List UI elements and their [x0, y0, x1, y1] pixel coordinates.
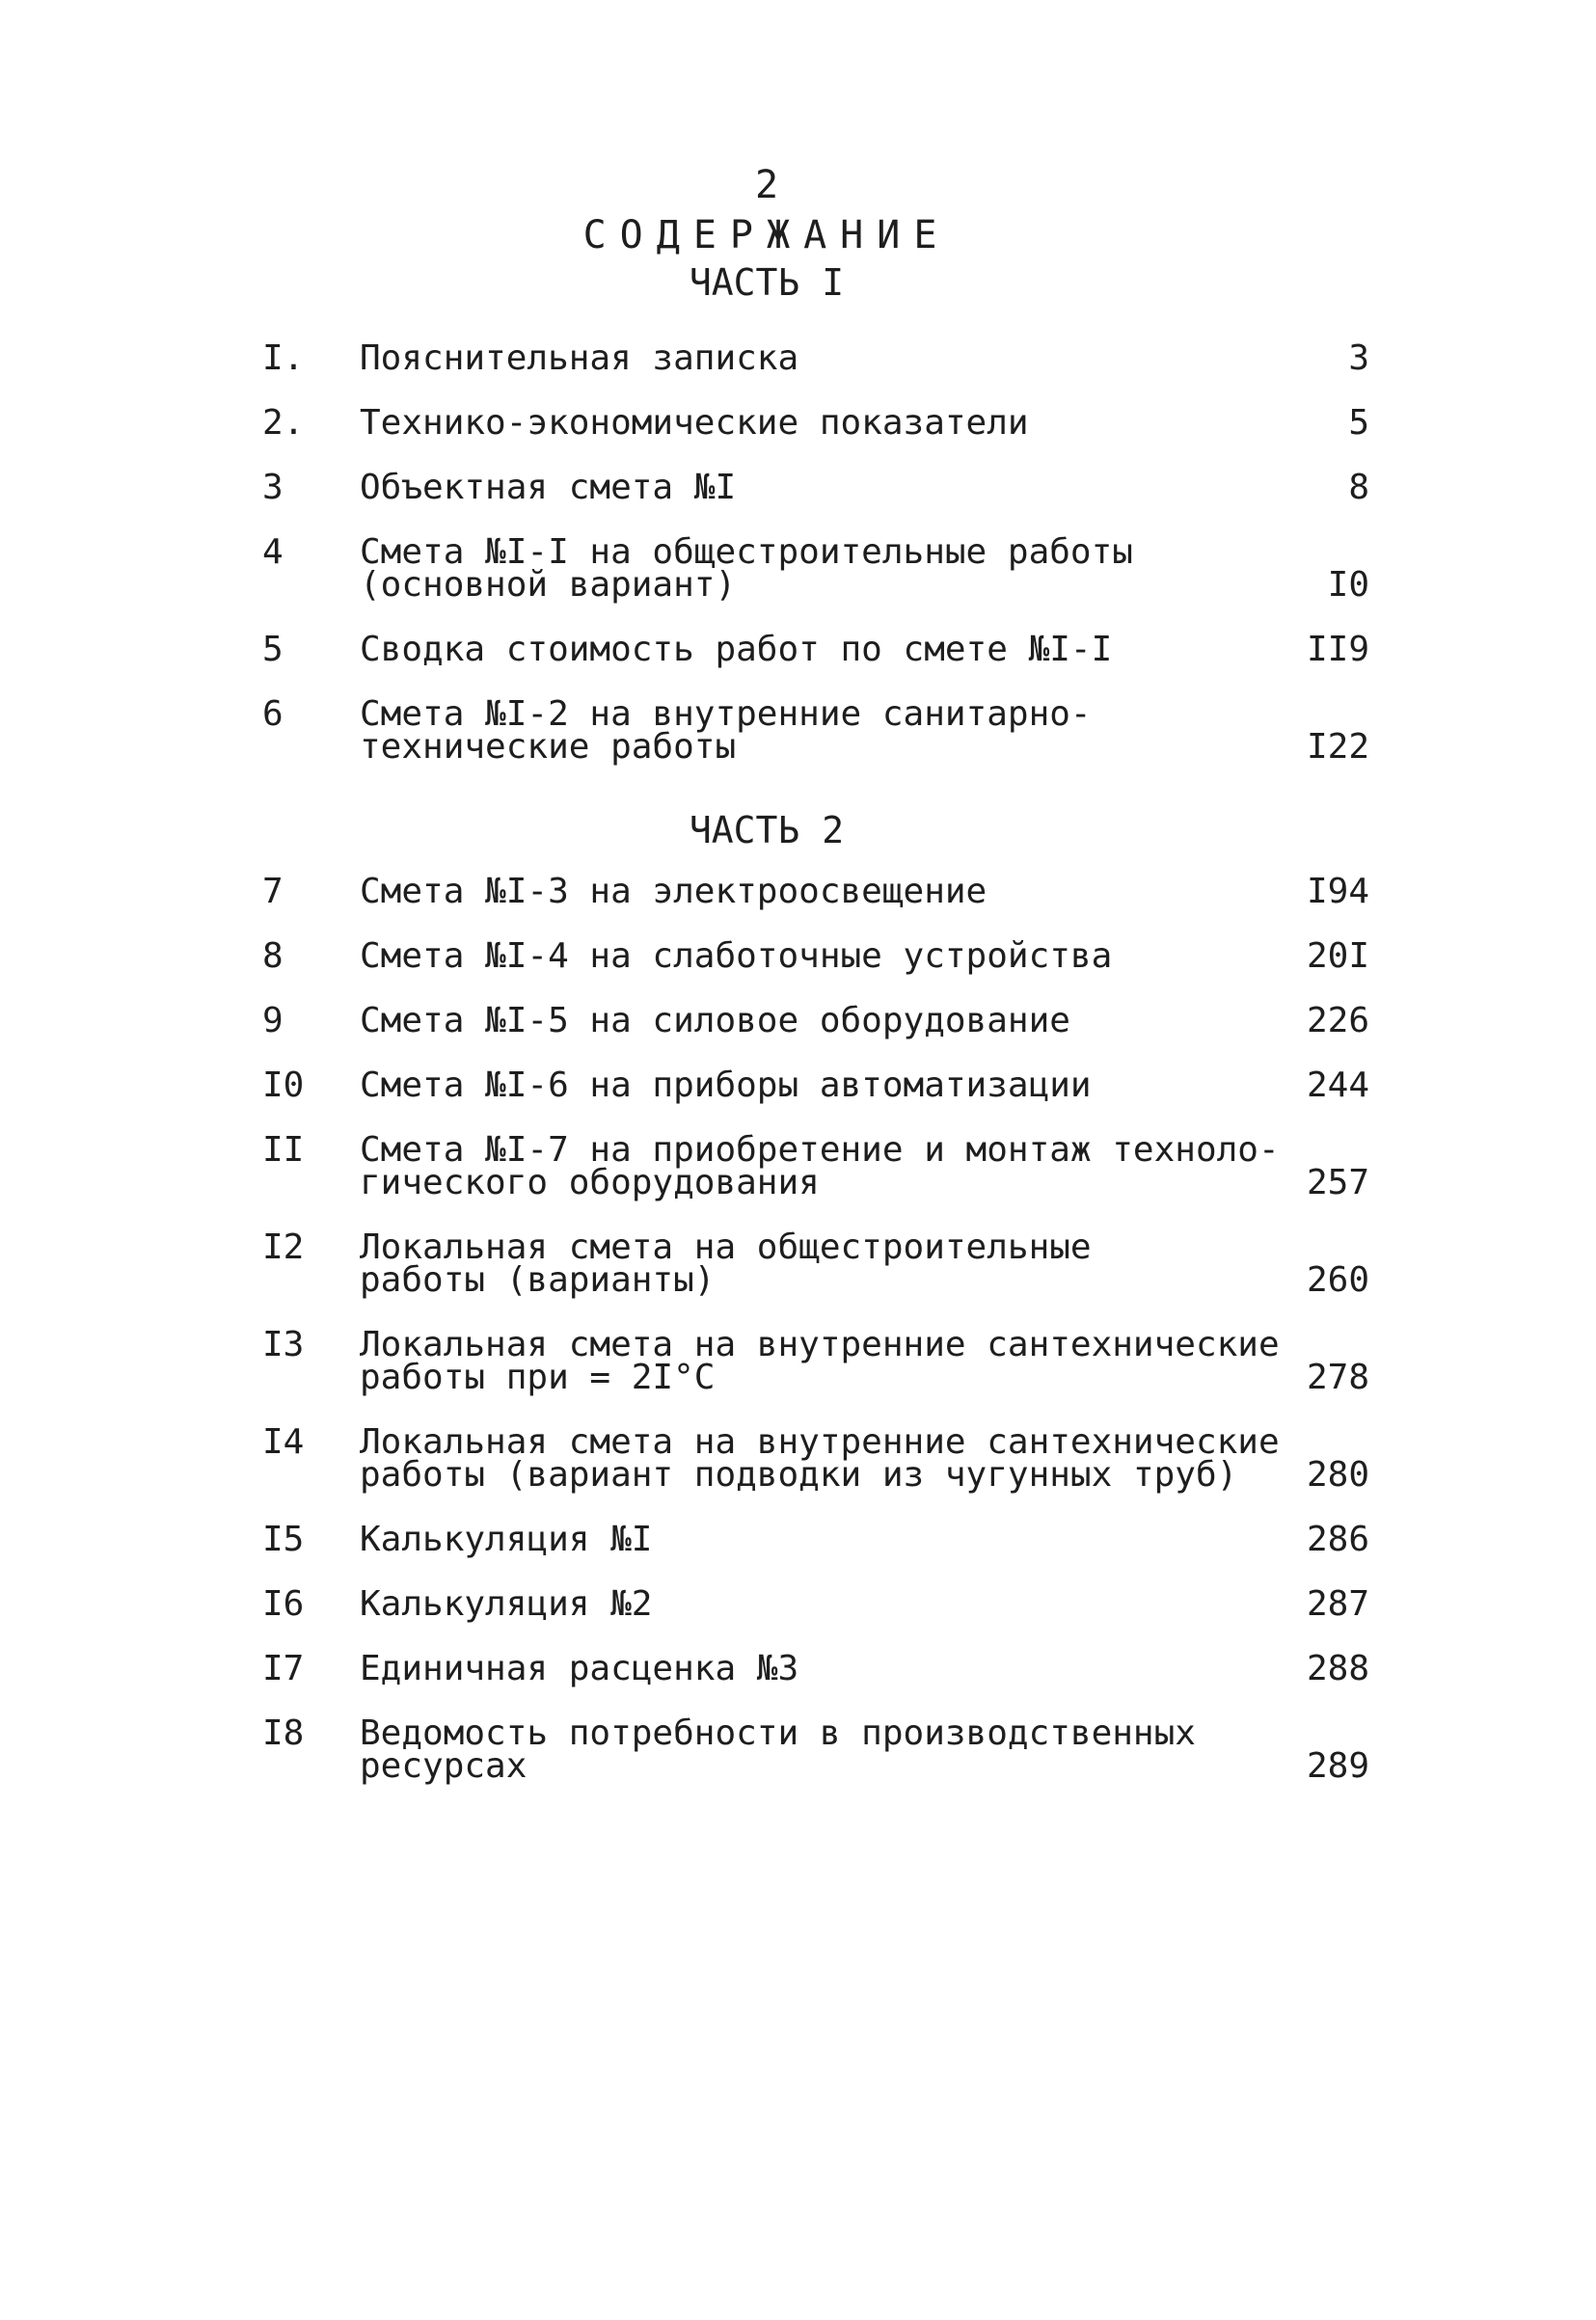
toc-entry-title: Смета №I-I на общестроительные работы (основной вариант): [360, 532, 1133, 605]
toc-entry-page: 226: [1306, 1001, 1369, 1040]
toc-entry-title: Калькуляция №2: [360, 1584, 653, 1624]
toc-entry-page: I94: [1306, 872, 1369, 911]
toc-entry-title: Смета №I-4 на слаботочные устройства: [360, 936, 1113, 976]
toc-entry-number: I4: [262, 1422, 305, 1462]
toc-entry-page: 257: [1306, 1163, 1369, 1202]
toc-entry-title: Смета №I-3 на электроосвещение: [360, 872, 987, 911]
toc-entry-number: I0: [262, 1066, 305, 1105]
toc-entry-page: 280: [1306, 1455, 1369, 1495]
toc-entry-number: I8: [262, 1713, 305, 1753]
toc-entry-title: Калькуляция №I: [360, 1520, 653, 1559]
toc-entry-title: Пояснительная записка: [360, 338, 799, 378]
toc-entry-number: 3: [262, 468, 284, 507]
toc-entry-title: Локальная смета на внутренние сантехнические работы при = 2I°С: [360, 1325, 1280, 1397]
toc-entry-number: 6: [262, 694, 284, 734]
toc-entry-title: Смета №I-6 на приборы автоматизации: [360, 1066, 1092, 1105]
toc-entry-number: I2: [262, 1227, 305, 1267]
toc-entry-page: 244: [1306, 1066, 1369, 1105]
toc-entry-number: I6: [262, 1584, 305, 1624]
toc-entry-number: 8: [262, 936, 284, 976]
toc-entry-number: I7: [262, 1649, 305, 1688]
toc-entry-number: 5: [262, 630, 284, 669]
part-1-heading: ЧАСТЬ I: [689, 261, 845, 304]
toc-entry-title: Смета №I-2 на внутренние санитарно- технические работы: [360, 694, 1092, 767]
toc-entry-title: Локальная смета на внутренние сантехнические работы (вариант подводки из чугунных труб): [360, 1422, 1280, 1495]
toc-entry-number: 7: [262, 872, 284, 911]
toc-entry-title: Единичная расценка №3: [360, 1649, 799, 1688]
toc-entry-title: Смета №I-7 на приобретение и монтаж техноло- гического оборудования: [360, 1130, 1280, 1202]
toc-entry-page: 5: [1348, 403, 1369, 443]
toc-entry-title: Объектная смета №I: [360, 468, 737, 507]
toc-entry-page: 8: [1348, 468, 1369, 507]
toc-entry-page: 286: [1306, 1520, 1369, 1559]
toc-entry-page: 278: [1306, 1358, 1369, 1397]
toc-entry-page: I22: [1306, 727, 1369, 767]
part-2-heading: ЧАСТЬ 2: [689, 809, 845, 851]
toc-entry-number: 4: [262, 532, 284, 572]
toc-entry-number: II: [262, 1130, 305, 1170]
toc-entry-page: 20I: [1306, 936, 1369, 976]
toc-entry-number: I.: [262, 338, 305, 378]
document-title: СОДЕРЖАНИЕ: [582, 213, 951, 257]
toc-entry-title: Ведомость потребности в производственных ресурсах: [360, 1713, 1196, 1786]
toc-entry-page: 287: [1306, 1584, 1369, 1624]
toc-entry-title: Локальная смета на общестроительные работы (варианты): [360, 1227, 1092, 1300]
toc-entry-number: 2.: [262, 403, 305, 443]
toc-entry-title: Сводка стоимость работ по смете №I-I: [360, 630, 1113, 669]
toc-entry-number: I3: [262, 1325, 305, 1364]
toc-entry-number: 9: [262, 1001, 284, 1040]
toc-entry-title: Смета №I-5 на силовое оборудование: [360, 1001, 1070, 1040]
toc-entry-page: I0: [1327, 565, 1369, 605]
toc-entry-page: 3: [1348, 338, 1369, 378]
toc-entry-page: 289: [1306, 1746, 1369, 1786]
page-number: 2: [754, 163, 779, 207]
toc-entry-title: Технико-экономические показатели: [360, 403, 1029, 443]
toc-entry-page: 260: [1306, 1260, 1369, 1300]
toc-entry-page: II9: [1306, 630, 1369, 669]
toc-entry-page: 288: [1306, 1649, 1369, 1688]
toc-entry-number: I5: [262, 1520, 305, 1559]
